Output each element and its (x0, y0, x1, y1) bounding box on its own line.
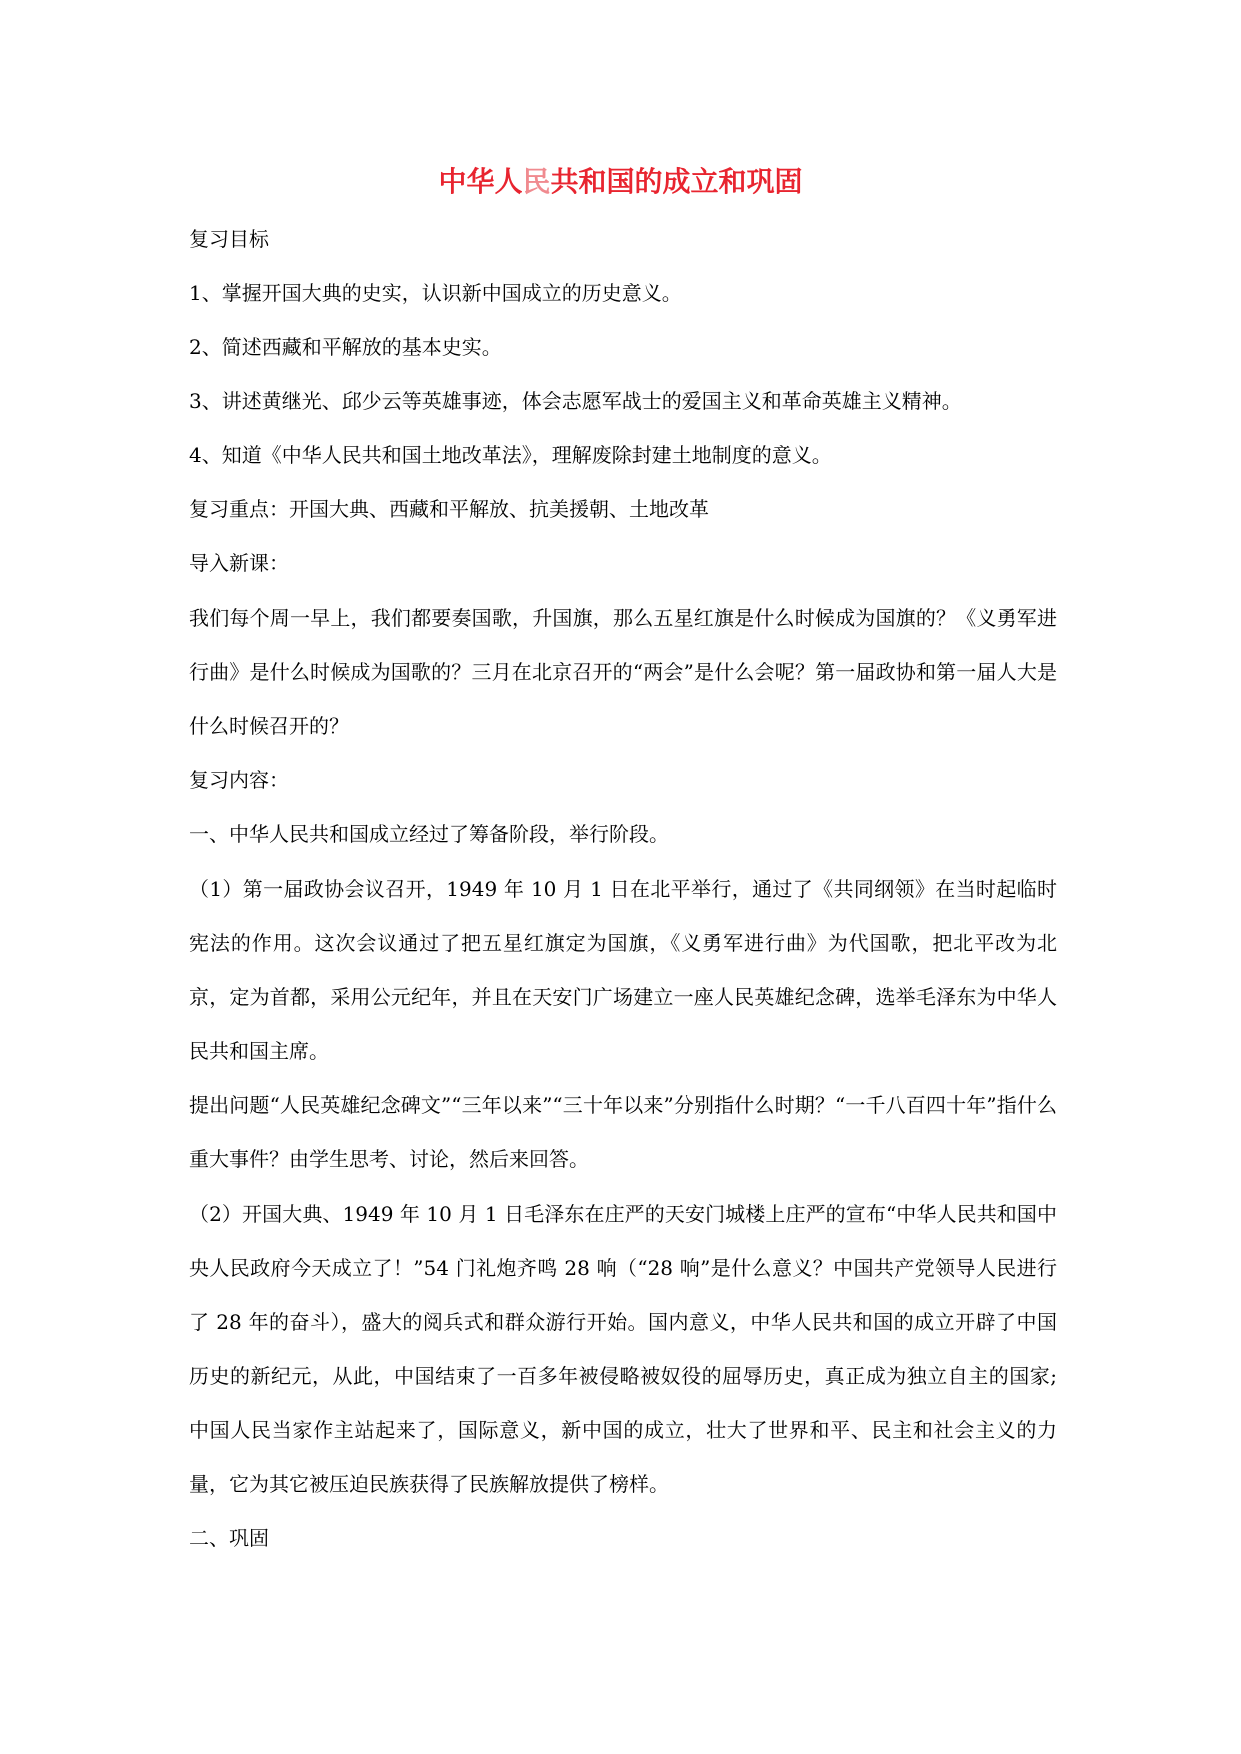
goal-item-1: 1、掌握开国大典的史实，认识新中国成立的历史意义。 (189, 281, 682, 305)
goal-item-2: 2、简述西藏和平解放的基本史实。 (189, 335, 502, 359)
goal-item-4: 4、知道《中华人民共和国土地改革法》，理解废除封建土地制度的意义。 (189, 443, 832, 467)
goal-item-3: 3、讲述黄继光、邱少云等英雄事迹，体会志愿军战士的爱国主义和革命英雄主义精神。 (189, 389, 962, 413)
content-part-1-item-2: （2）开国大典、1949 年 10 月 1 日毛泽东在庄严的天安门城楼上庄严的宣布“中华人民共和国中央人民政府今天成立了！”54 门礼炮齐鸣 28 响（“28 响”是什么意义？中国共产党领导人民进行了 28 年的奋斗），盛大的阅兵式和群众游行开始。国内意义，中华人民共和国的成立开辟了中国历史的新纪元，从此，中国结束了一百多年被侵略被奴役的屈辱历史，真正成为独立自主的国家; 中国人民当家作主站起来了，国际意义，新中国的成立，壮大了世界和平、民主和社会主义的力量，它为其它被压迫民族获得了民族解放提供了榜样。 (189, 1202, 1057, 1496)
section-heading-intro: 导入新课： (189, 551, 289, 575)
section-heading-review-content: 复习内容： (189, 768, 289, 792)
title-part-2: 民 (522, 165, 551, 198)
title-part-3: 共和国的成立和巩固 (550, 165, 803, 198)
title-part-1: 中华人 (438, 165, 523, 198)
section-heading-review-goals: 复习目标 (189, 227, 269, 251)
document-title (0, 162, 1241, 202)
content-part-2-heading: 二、巩固 (189, 1526, 269, 1550)
document-body (189, 226, 1057, 1552)
intro-paragraph: 我们每个周一早上，我们都要奏国歌，升国旗，那么五星红旗是什么时候成为国旗的？《义勇军进行曲》是什么时候成为国歌的？三月在北京召开的“两会”是什么会呢？第一届政协和第一届人大是什么时候召开的？ (189, 606, 1057, 738)
question-paragraph: 提出问题“人民英雄纪念碑文”“三年以来”“三十年以来”分别指什么时期？“一千八百四十年”指什么重大事件？由学生思考、讨论，然后来回答。 (189, 1093, 1057, 1171)
review-key-points: 复习重点：开国大典、西藏和平解放、抗美援朝、土地改革 (189, 497, 709, 521)
content-part-1-item-1: （1）第一届政协会议召开，1949 年 10 月 1 日在北平举行，通过了《共同纲领》在当时起临时宪法的作用。这次会议通过了把五星红旗定为国旗，《义勇军进行曲》为代国歌，把北平改为北京，定为首都，采用公元纪年，并且在天安门广场建立一座人民英雄纪念碑，选举毛泽东为中华人民共和国主席。 (189, 877, 1057, 1063)
content-part-1-heading: 一、中华人民共和国成立经过了筹备阶段，举行阶段。 (189, 822, 669, 846)
